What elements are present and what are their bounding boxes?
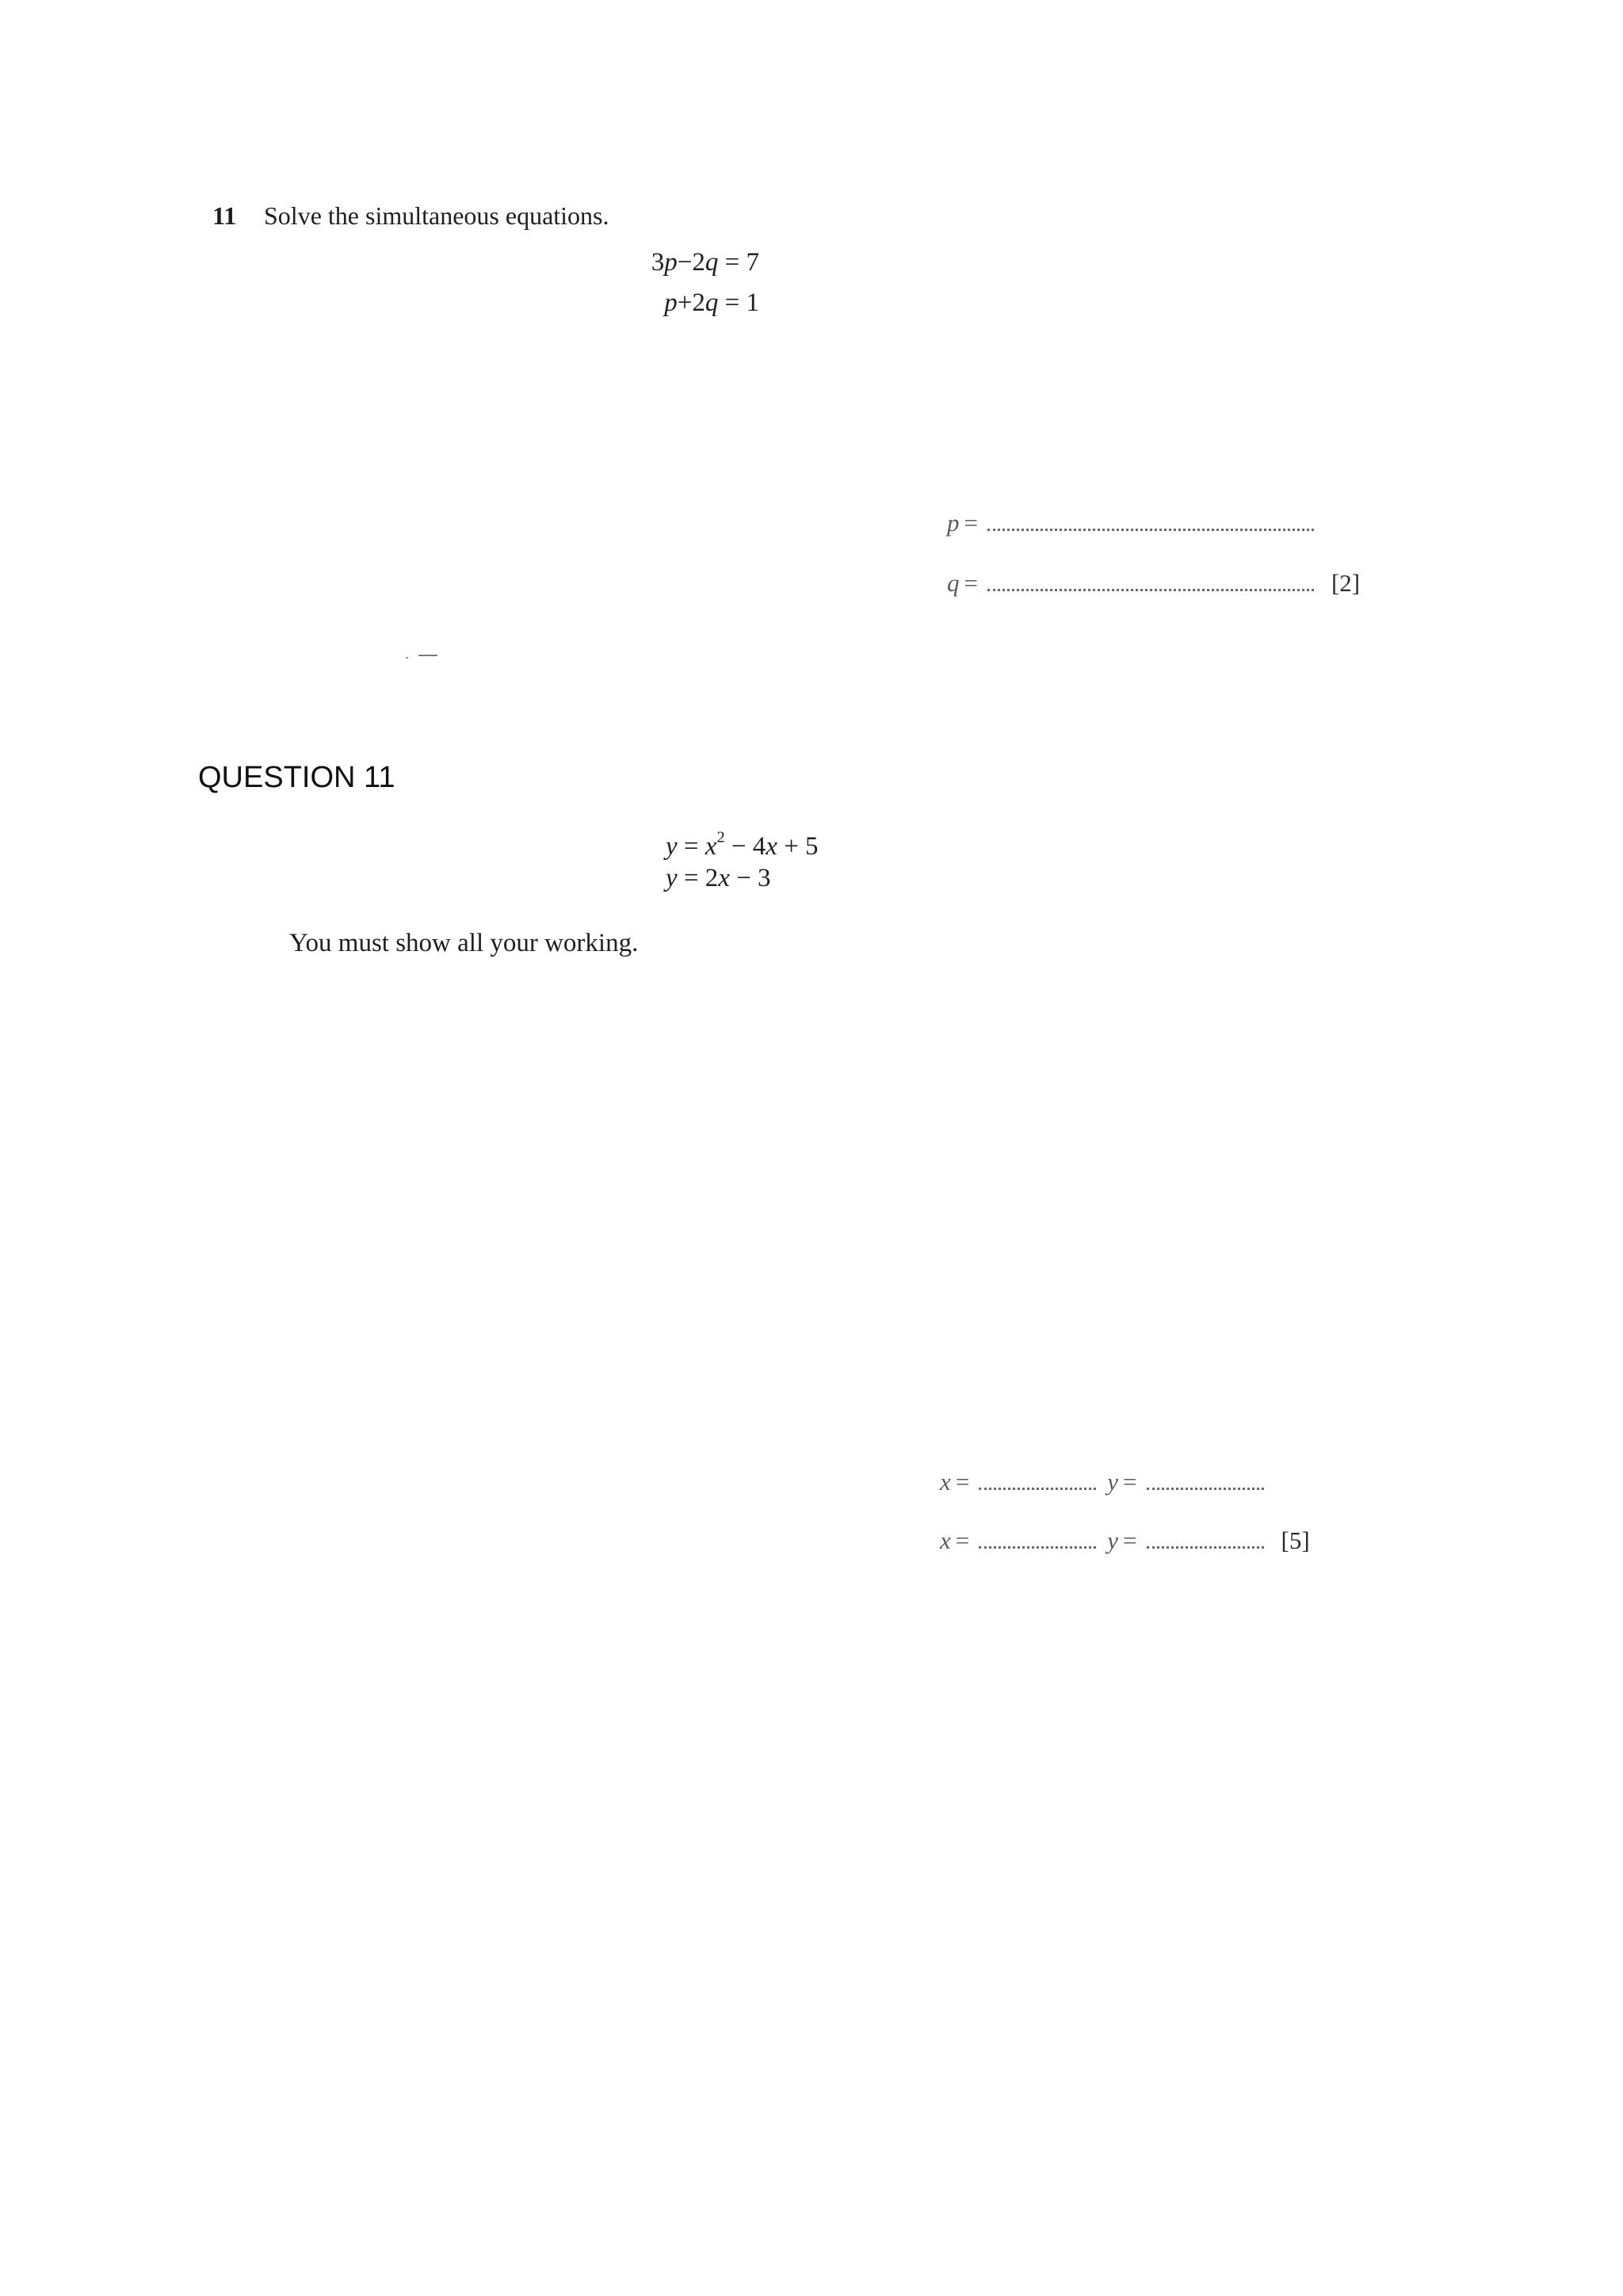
- question-prompt: Solve the simultaneous equations.: [264, 201, 609, 230]
- answer-label-p: p: [947, 509, 960, 537]
- answer-blank-x1[interactable]: [979, 1488, 1096, 1490]
- scan-artifact: [406, 655, 437, 659]
- answer-label-q: q: [947, 569, 960, 597]
- answer-line-xy-2[interactable]: [940, 1526, 1310, 1555]
- simultaneous-equations: [602, 243, 759, 323]
- equation-quadratic: $y = x^2 - 4x + 5$: [666, 828, 819, 861]
- equals-sign: =: [1123, 1468, 1137, 1496]
- answer-blank-x2[interactable]: [979, 1546, 1096, 1549]
- equals-sign: =: [955, 1526, 970, 1554]
- working-instruction: You must show all your working.: [289, 929, 639, 957]
- marks-label: [2]: [1331, 569, 1361, 597]
- equation-linear: y = 2x − 3: [666, 864, 771, 892]
- marks-label: [5]: [1281, 1526, 1310, 1554]
- answer-label-x: x: [940, 1468, 951, 1496]
- answer-blank-y1[interactable]: [1147, 1488, 1264, 1490]
- answer-line-xy-1[interactable]: [940, 1468, 1264, 1496]
- question-number: 11: [212, 201, 237, 230]
- section-heading: QUESTION 11: [198, 761, 395, 794]
- answer-blank-p[interactable]: [987, 529, 1314, 531]
- answer-blank-y2[interactable]: [1147, 1546, 1264, 1549]
- simultaneous-equations-2: [666, 828, 840, 894]
- answer-label-x: x: [940, 1526, 951, 1554]
- answer-label-y: y: [1107, 1468, 1119, 1496]
- answer-blank-q[interactable]: [987, 589, 1314, 591]
- answer-label-y: y: [1107, 1526, 1119, 1554]
- equals-sign: =: [964, 569, 978, 597]
- equals-sign: =: [964, 509, 978, 537]
- answer-line-q[interactable]: [947, 569, 1360, 598]
- equation-1: 3p−2q = 7: [651, 248, 759, 277]
- equation-2: p+2q = 1: [664, 288, 759, 317]
- answer-line-p[interactable]: [947, 509, 1314, 537]
- equals-sign: =: [1123, 1526, 1137, 1554]
- equals-sign: =: [955, 1468, 970, 1496]
